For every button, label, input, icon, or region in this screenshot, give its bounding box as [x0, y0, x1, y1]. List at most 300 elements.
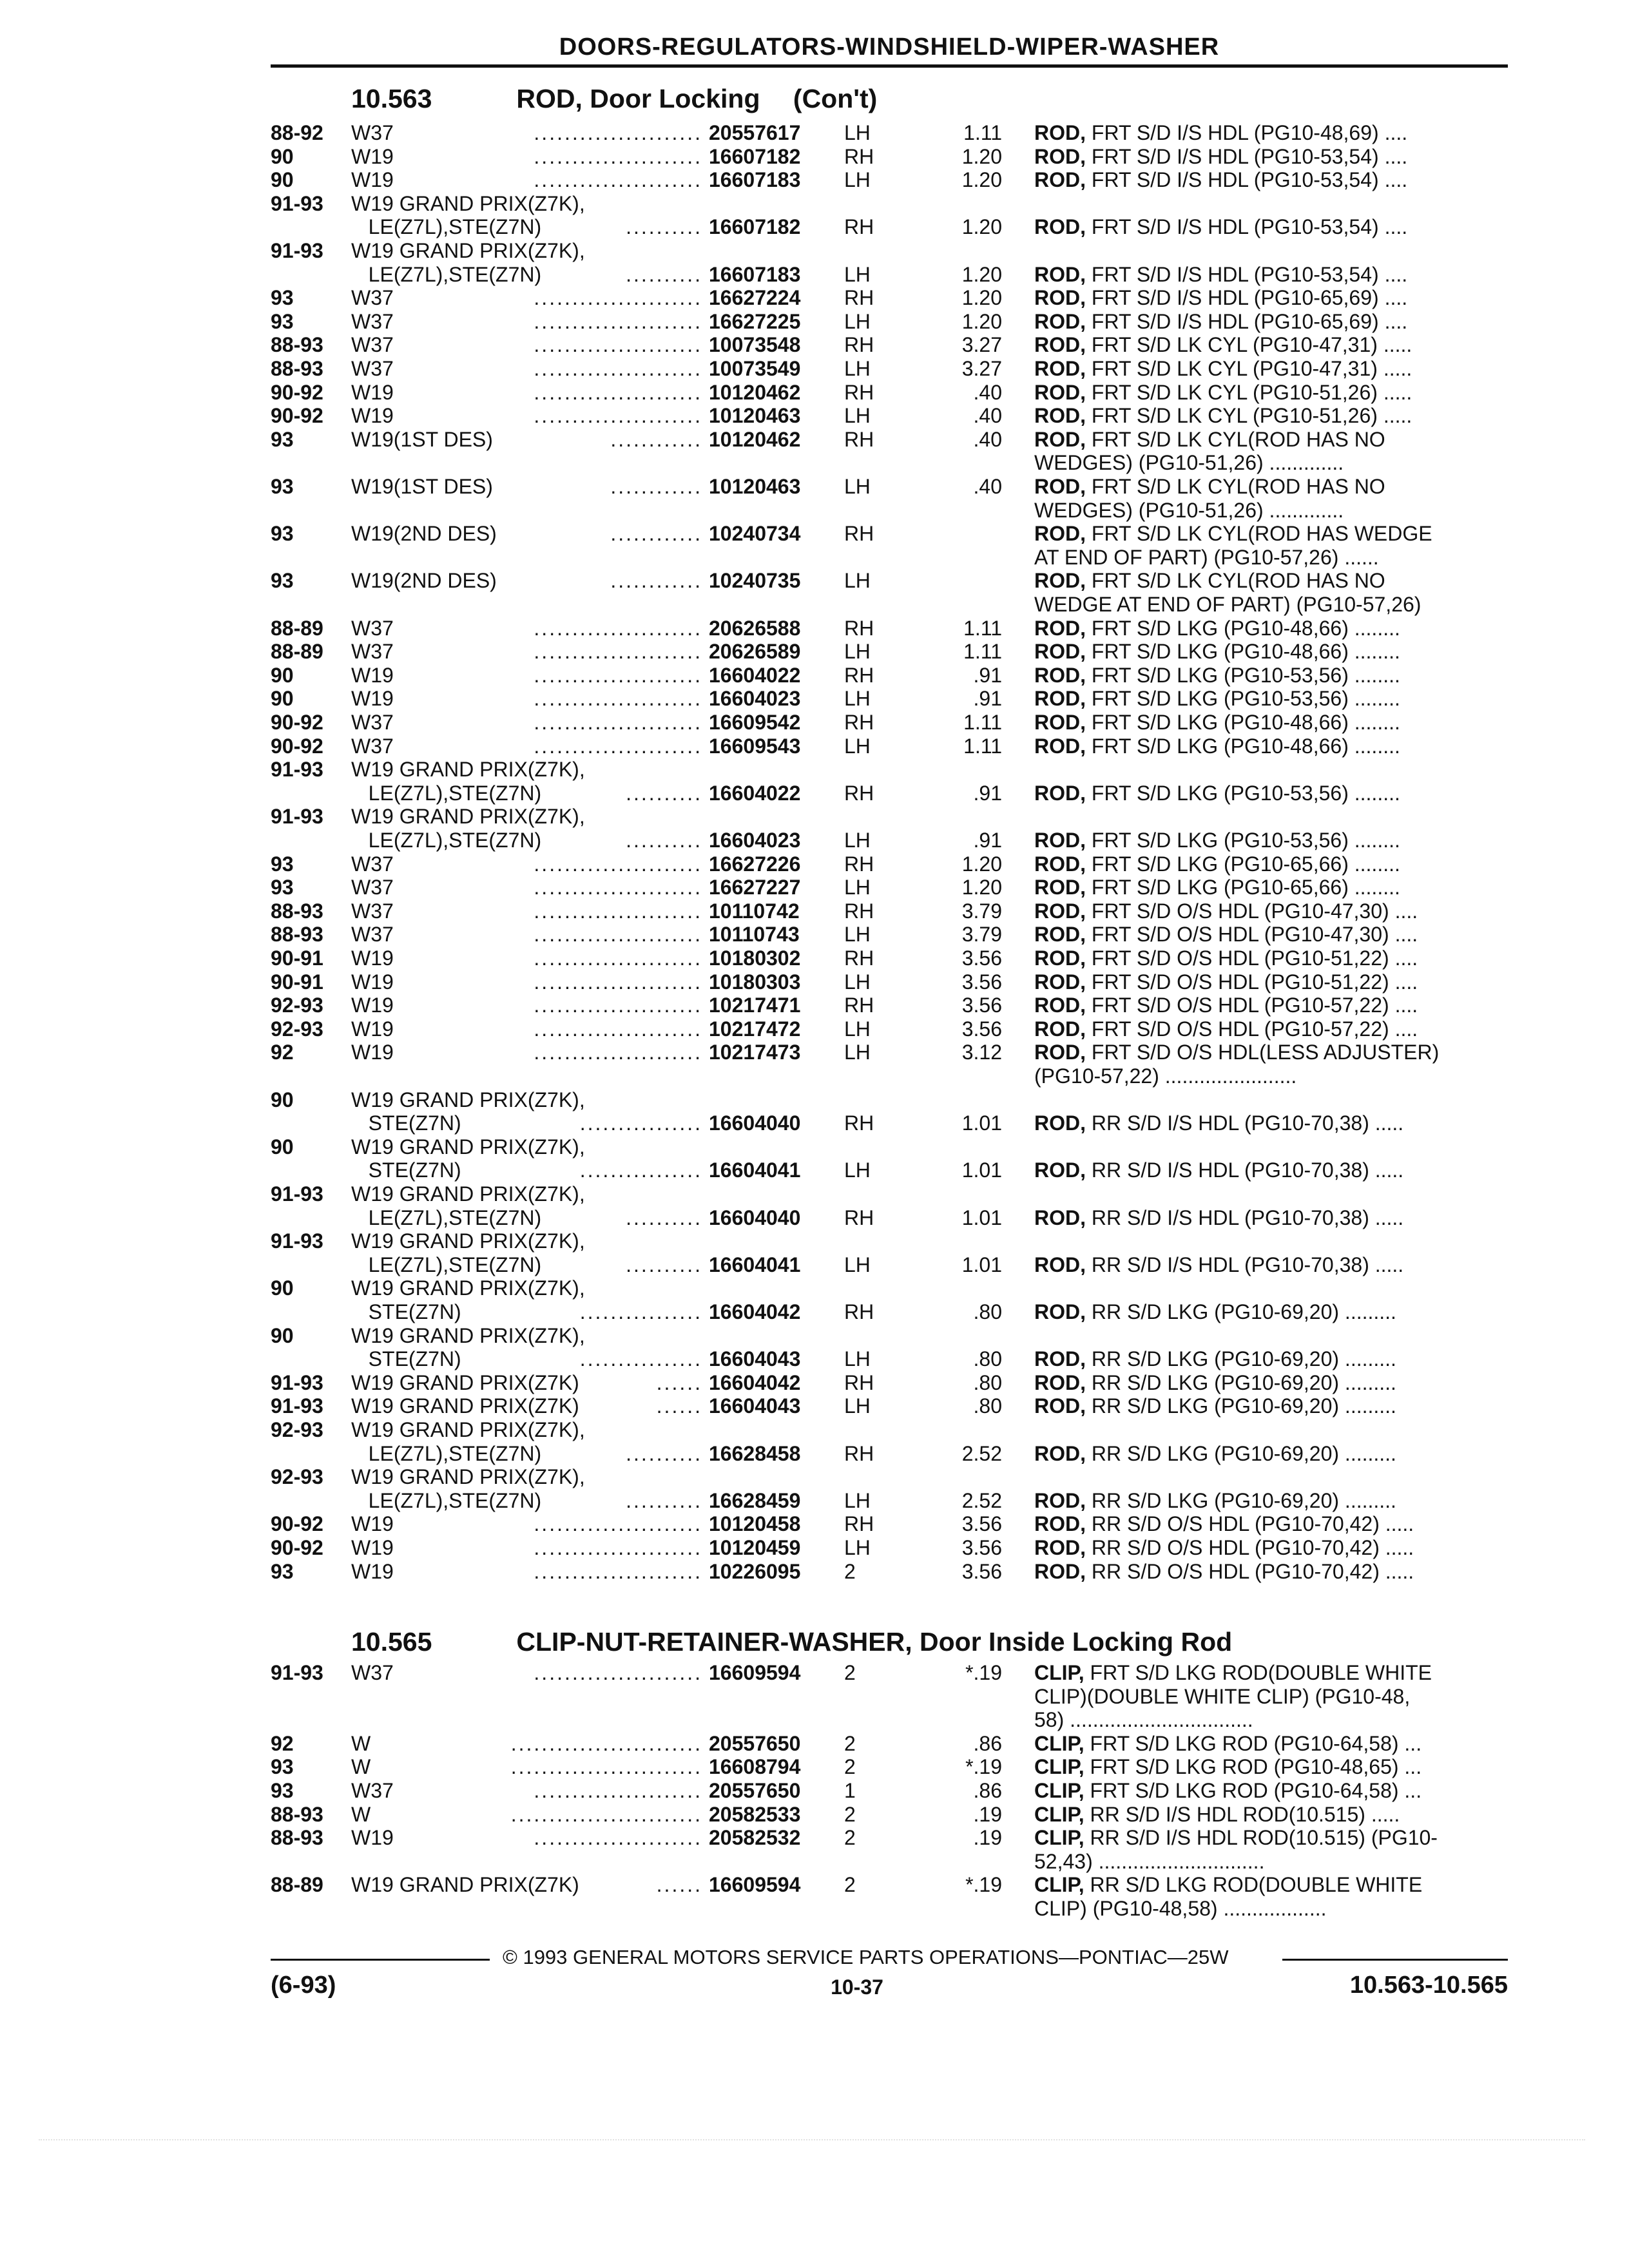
part-name: ROD,	[1034, 663, 1086, 687]
part-description	[1034, 876, 1400, 899]
dot-leader: ......................	[534, 1559, 702, 1583]
part-number: 10240734	[709, 522, 801, 546]
section-number: 10.563	[351, 84, 432, 113]
side-or-qty: 2	[844, 1661, 856, 1684]
part-description	[1034, 1253, 1403, 1276]
parts-row	[0, 1017, 1629, 1041]
part-description	[1034, 1850, 1264, 1873]
dot-leader: ......................	[534, 947, 702, 970]
dot-leader: ......................	[534, 1017, 702, 1041]
model-code: W19 GRAND PRIX(Z7K),	[351, 1182, 585, 1206]
side-or-qty: RH	[844, 899, 874, 923]
side-or-qty: LH	[844, 876, 871, 899]
description-text: FRT S/D LKG ROD (PG10-64,58) ...	[1090, 1731, 1422, 1755]
description-text: FRT S/D I/S HDL (PG10-48,69) ....	[1091, 121, 1408, 144]
part-description	[1034, 1017, 1418, 1041]
part-description	[1034, 664, 1400, 687]
model-code: W	[351, 1755, 371, 1779]
description-text: RR S/D O/S HDL (PG10-70,42) .....	[1091, 1536, 1414, 1559]
side-or-qty: LH	[844, 1488, 871, 1512]
part-number: 16604023	[709, 829, 801, 852]
price: 1.01	[961, 1111, 1002, 1135]
parts-row	[0, 451, 1629, 474]
part-number: 16604022	[709, 781, 801, 805]
part-number: 16604040	[709, 1206, 801, 1229]
part-description	[1034, 735, 1400, 758]
price: 1.11	[963, 640, 1002, 664]
side-or-qty: RH	[844, 663, 874, 687]
price: 1.11	[963, 616, 1002, 640]
model-code: W19	[351, 663, 394, 687]
model-years: 88-93	[271, 1802, 323, 1826]
price: 3.12	[961, 1041, 1002, 1064]
price: 2.52	[961, 1441, 1002, 1465]
description-text: RR S/D LKG (PG10-69,20) .........	[1091, 1394, 1396, 1418]
model-code: W19	[351, 1559, 394, 1583]
dot-leader: ......................	[534, 286, 702, 310]
part-number: 10110742	[709, 899, 800, 923]
parts-row	[0, 1418, 1629, 1441]
description-text: FRT S/D LKG ROD (PG10-48,65) ...	[1090, 1755, 1422, 1779]
parts-row	[0, 286, 1629, 309]
part-description	[1034, 1873, 1422, 1896]
parts-row	[0, 1489, 1629, 1512]
description-text: FRT S/D O/S HDL (PG10-51,22) ....	[1091, 970, 1418, 994]
side-or-qty: RH	[844, 1111, 874, 1135]
part-description	[1034, 569, 1385, 592]
dot-leader: ......................	[534, 876, 702, 899]
model-years: 90	[271, 663, 294, 687]
side-or-qty: LH	[844, 1253, 871, 1276]
part-name: ROD,	[1034, 1512, 1086, 1536]
price: .80	[973, 1300, 1002, 1323]
price: .40	[973, 427, 1002, 451]
model-code: W19	[351, 687, 394, 711]
part-name: ROD,	[1034, 899, 1086, 923]
model-years: 90	[271, 1276, 294, 1300]
part-number: 16607182	[709, 144, 801, 168]
model-years: 92-93	[271, 994, 323, 1017]
model-years: 92	[271, 1041, 294, 1064]
part-number: 16627225	[709, 309, 801, 333]
model-code: W37	[351, 333, 394, 357]
description-text: WEDGES) (PG10-51,26) .............	[1034, 451, 1344, 475]
model-code: W19(1ST DES)	[351, 427, 493, 451]
dot-leader: ......	[656, 1370, 702, 1394]
side-or-qty: LH	[844, 970, 871, 994]
part-number: 10240735	[709, 569, 801, 593]
description-text: WEDGES) (PG10-51,26) .............	[1034, 498, 1344, 522]
part-number: 16628459	[709, 1488, 801, 1512]
part-description	[1034, 1708, 1253, 1731]
model-years: 88-89	[271, 1873, 323, 1897]
model-years: 91-93	[271, 758, 323, 782]
parts-row	[0, 758, 1629, 781]
parts-row	[0, 1512, 1629, 1535]
part-name: ROD,	[1034, 380, 1086, 404]
parts-row	[0, 1041, 1629, 1064]
part-name: ROD,	[1034, 522, 1086, 546]
description-text: FRT S/D LK CYL(ROD HAS WEDGE	[1091, 522, 1432, 546]
parts-row	[0, 1661, 1629, 1684]
dot-leader: ..........	[626, 781, 702, 805]
description-text: RR S/D I/S HDL (PG10-70,38) .....	[1091, 1158, 1404, 1182]
part-description	[1034, 1685, 1410, 1708]
part-name: ROD,	[1034, 168, 1086, 192]
part-number: 20626588	[709, 616, 801, 640]
model-code: W19 GRAND PRIX(Z7K),	[351, 1323, 585, 1347]
parts-row	[0, 145, 1629, 168]
price: 1.01	[961, 1158, 1002, 1182]
dot-leader: ......................	[534, 333, 702, 357]
part-number: 10180303	[709, 970, 801, 994]
part-name: ROD,	[1034, 1536, 1086, 1559]
description-text: FRT S/D O/S HDL (PG10-47,30) ....	[1091, 923, 1418, 947]
side-or-qty: 2	[844, 1826, 856, 1850]
model-code: W19 GRAND PRIX(Z7K),	[351, 758, 585, 782]
description-text: FRT S/D O/S HDL (PG10-47,30) ....	[1091, 899, 1418, 923]
model-code: W37	[351, 616, 394, 640]
description-text: RR S/D I/S HDL (PG10-70,38) .....	[1091, 1206, 1404, 1229]
part-name: ROD,	[1034, 1158, 1086, 1182]
footer-section-range: 10.563-10.565	[1349, 1972, 1508, 1999]
part-number: 16604043	[709, 1394, 801, 1418]
model-years: 90-92	[271, 404, 323, 428]
part-name: ROD,	[1034, 923, 1086, 947]
footer-rule-left	[271, 1959, 490, 1961]
parts-row	[0, 829, 1629, 852]
description-text: FRT S/D LKG (PG10-48,66) ........	[1091, 734, 1400, 758]
model-code: W37	[351, 876, 394, 899]
price: *.19	[965, 1661, 1002, 1684]
model-code: W19 GRAND PRIX(Z7K),	[351, 1418, 585, 1441]
model-code: W19	[351, 1826, 394, 1850]
footer-rule-right	[1282, 1959, 1508, 1961]
parts-row	[0, 1088, 1629, 1111]
model-code: STE(Z7N)	[351, 1158, 461, 1182]
price: 3.56	[961, 1512, 1002, 1536]
model-years: 92	[271, 1731, 294, 1755]
model-code: W37	[351, 357, 394, 380]
model-code: LE(Z7L),STE(Z7N)	[351, 1253, 542, 1276]
description-text: FRT S/D O/S HDL (PG10-57,22) ....	[1091, 994, 1418, 1017]
model-years: 92-93	[271, 1465, 323, 1489]
part-name: ROD,	[1034, 1253, 1086, 1276]
model-years: 91-93	[271, 191, 323, 215]
dot-leader: ..........	[626, 829, 702, 852]
price: .40	[973, 404, 1002, 428]
description-text: FRT S/D LK CYL (PG10-51,26) .....	[1091, 380, 1412, 404]
part-description	[1034, 546, 1379, 569]
part-description	[1034, 593, 1421, 616]
part-description	[1034, 617, 1400, 640]
model-code: W19(1ST DES)	[351, 475, 493, 498]
description-text: RR S/D LKG (PG10-69,20) .........	[1091, 1488, 1396, 1512]
side-or-qty: LH	[844, 1347, 871, 1371]
description-text: RR S/D LKG (PG10-69,20) .........	[1091, 1441, 1396, 1465]
dot-leader: ..........	[626, 215, 702, 239]
parts-row	[0, 168, 1629, 191]
side-or-qty: LH	[844, 262, 871, 286]
side-or-qty: RH	[844, 144, 874, 168]
price: 3.27	[961, 357, 1002, 380]
dot-leader: ......................	[534, 1826, 702, 1850]
parts-row	[0, 923, 1629, 946]
part-number: 10120462	[709, 427, 801, 451]
dot-leader: ......................	[534, 640, 702, 664]
part-description	[1034, 782, 1400, 805]
model-code: W	[351, 1731, 371, 1755]
model-code: W19 GRAND PRIX(Z7K)	[351, 1873, 579, 1897]
description-text: FRT S/D LK CYL (PG10-47,31) .....	[1091, 333, 1412, 357]
dot-leader: ......................	[534, 899, 702, 923]
model-years: 93	[271, 1559, 294, 1583]
description-text: RR S/D LKG (PG10-69,20) .........	[1091, 1347, 1396, 1371]
model-code: W19	[351, 1512, 394, 1536]
part-description	[1034, 1064, 1296, 1088]
parts-row	[0, 1229, 1629, 1253]
price: 3.79	[961, 923, 1002, 947]
parts-row	[0, 546, 1629, 569]
part-number: 16604042	[709, 1370, 801, 1394]
dot-leader: .........................	[510, 1755, 702, 1779]
part-description	[1034, 1732, 1422, 1755]
part-number: 10120462	[709, 380, 801, 404]
model-code: W19 GRAND PRIX(Z7K)	[351, 1370, 579, 1394]
part-number: 10226095	[709, 1559, 801, 1583]
parts-row	[0, 381, 1629, 404]
dot-leader: ......................	[534, 144, 702, 168]
part-name: ROD,	[1034, 1017, 1086, 1041]
part-description	[1034, 1512, 1414, 1535]
part-description	[1034, 923, 1418, 946]
part-description	[1034, 357, 1412, 380]
parts-row	[0, 1347, 1629, 1370]
side-or-qty: LH	[844, 1041, 871, 1064]
part-number: 16604041	[709, 1158, 801, 1182]
model-code: LE(Z7L),STE(Z7N)	[351, 262, 542, 286]
parts-row	[0, 1135, 1629, 1158]
side-or-qty: RH	[844, 333, 874, 357]
model-code: W19	[351, 404, 394, 428]
model-years: 88-93	[271, 357, 323, 380]
part-name: ROD,	[1034, 1441, 1086, 1465]
model-years: 90-92	[271, 711, 323, 734]
part-number: 10217471	[709, 994, 801, 1017]
side-or-qty: LH	[844, 1017, 871, 1041]
part-name: ROD,	[1034, 947, 1086, 970]
part-number: 16607183	[709, 168, 801, 192]
dot-leader: ..........	[626, 1441, 702, 1465]
price: .91	[973, 663, 1002, 687]
side-or-qty: LH	[844, 569, 871, 593]
part-name: ROD,	[1034, 852, 1086, 876]
part-name: ROD,	[1034, 215, 1086, 239]
part-name: ROD,	[1034, 1300, 1086, 1323]
part-description	[1034, 970, 1418, 994]
part-number: 16608794	[709, 1755, 801, 1779]
parts-row	[0, 1371, 1629, 1394]
description-text: WEDGE AT END OF PART) (PG10-57,26)	[1034, 593, 1422, 616]
parts-row	[0, 1779, 1629, 1802]
parts-row	[0, 994, 1629, 1017]
dot-leader: ..........	[626, 1488, 702, 1512]
model-years: 93	[271, 286, 294, 310]
price: .19	[973, 1802, 1002, 1826]
price: .86	[973, 1731, 1002, 1755]
side-or-qty: LH	[844, 168, 871, 192]
parts-row	[0, 1253, 1629, 1276]
part-name: CLIP,	[1034, 1731, 1084, 1755]
dot-leader: ......	[656, 1394, 702, 1418]
part-description	[1034, 1206, 1403, 1229]
dot-leader: ................	[579, 1158, 702, 1182]
price: 3.56	[961, 1536, 1002, 1559]
parts-row	[0, 593, 1629, 616]
model-code: W19	[351, 380, 394, 404]
model-years: 91-93	[271, 1661, 323, 1684]
parts-row	[0, 876, 1629, 899]
part-description	[1034, 381, 1412, 404]
part-description	[1034, 475, 1385, 498]
side-or-qty: 1	[844, 1779, 856, 1802]
part-description	[1034, 1041, 1439, 1064]
dot-leader: ......................	[534, 970, 702, 994]
dot-leader: ......................	[534, 1779, 702, 1802]
side-or-qty: LH	[844, 309, 871, 333]
parts-row	[0, 1826, 1629, 1849]
price: 1.01	[961, 1253, 1002, 1276]
description-text: FRT S/D LK CYL(ROD HAS NO	[1091, 427, 1385, 451]
model-code: W37	[351, 711, 394, 734]
side-or-qty: LH	[844, 475, 871, 498]
model-code: W19(2ND DES)	[351, 522, 497, 546]
model-code: W19 GRAND PRIX(Z7K),	[351, 1276, 585, 1300]
part-description	[1034, 1111, 1403, 1135]
price: 3.56	[961, 1559, 1002, 1583]
model-years: 91-93	[271, 805, 323, 829]
side-or-qty: RH	[844, 852, 874, 876]
description-text: FRT S/D I/S HDL (PG10-65,69) ....	[1091, 286, 1408, 310]
part-description	[1034, 1394, 1396, 1418]
model-code: W19 GRAND PRIX(Z7K),	[351, 191, 585, 215]
parts-row	[0, 522, 1629, 545]
model-code: W37	[351, 899, 394, 923]
model-code: LE(Z7L),STE(Z7N)	[351, 781, 542, 805]
dot-leader: ................	[579, 1347, 702, 1371]
model-years: 91-93	[271, 1182, 323, 1206]
description-text: FRT S/D LKG (PG10-48,66) ........	[1091, 616, 1400, 640]
part-name: ROD,	[1034, 309, 1086, 333]
description-text: RR S/D LKG (PG10-69,20) .........	[1091, 1300, 1396, 1323]
section-number: 10.565	[351, 1627, 432, 1657]
price: 1.20	[961, 876, 1002, 899]
part-name: ROD,	[1034, 970, 1086, 994]
scan-artifact-line	[39, 2139, 1585, 2143]
part-description	[1034, 263, 1407, 286]
part-description	[1034, 1897, 1326, 1920]
price: .91	[973, 829, 1002, 852]
dot-leader: ......................	[534, 687, 702, 711]
parts-row	[0, 1732, 1629, 1755]
part-number: 10120459	[709, 1536, 801, 1559]
side-or-qty: RH	[844, 781, 874, 805]
part-number: 20626589	[709, 640, 801, 664]
dot-leader: ......................	[534, 121, 702, 144]
description-text: FRT S/D I/S HDL (PG10-65,69) ....	[1091, 309, 1408, 333]
price: 1.20	[961, 215, 1002, 239]
dot-leader: ......................	[534, 357, 702, 380]
part-number: 16609542	[709, 711, 801, 734]
part-description	[1034, 1489, 1396, 1512]
model-years: 93	[271, 876, 294, 899]
part-number: 10120463	[709, 404, 801, 428]
description-text: FRT S/D I/S HDL (PG10-53,54) ....	[1091, 262, 1408, 286]
model-years: 93	[271, 427, 294, 451]
dot-leader: ......	[656, 1873, 702, 1897]
part-description	[1034, 1803, 1400, 1826]
model-code: W37	[351, 1661, 394, 1684]
model-code: W19	[351, 994, 394, 1017]
dot-leader: ......................	[534, 168, 702, 192]
model-years: 92-93	[271, 1017, 323, 1041]
dot-leader: ......................	[534, 380, 702, 404]
part-description	[1034, 404, 1412, 427]
model-years: 88-89	[271, 616, 323, 640]
parts-row	[0, 1158, 1629, 1182]
part-number: 10217473	[709, 1041, 801, 1064]
part-description	[1034, 947, 1418, 970]
part-name: ROD,	[1034, 121, 1086, 144]
section-heading-10-565	[351, 1627, 1232, 1657]
model-code: W37	[351, 1779, 394, 1802]
parts-row	[0, 1897, 1629, 1920]
parts-row	[0, 1560, 1629, 1583]
parts-row	[0, 852, 1629, 876]
model-code: W19	[351, 1017, 394, 1041]
part-number: 16604042	[709, 1300, 801, 1323]
parts-row	[0, 1465, 1629, 1488]
side-or-qty: 2	[844, 1731, 856, 1755]
parts-row	[0, 899, 1629, 923]
description-text: FRT S/D I/S HDL (PG10-53,54) ....	[1091, 215, 1408, 239]
part-number: 20582533	[709, 1802, 801, 1826]
part-name: ROD,	[1034, 1041, 1086, 1064]
part-name: ROD,	[1034, 357, 1086, 380]
dot-leader: ......................	[534, 923, 702, 947]
side-or-qty: LH	[844, 1158, 871, 1182]
parts-row	[0, 1873, 1629, 1896]
model-years: 91-93	[271, 1370, 323, 1394]
part-name: ROD,	[1034, 781, 1086, 805]
part-number: 16604023	[709, 687, 801, 711]
parts-row	[0, 735, 1629, 758]
parts-row	[0, 499, 1629, 522]
parts-row	[0, 1300, 1629, 1323]
footer-page-number: 10-37	[831, 1975, 883, 1999]
part-name: ROD,	[1034, 427, 1086, 451]
model-years: 90	[271, 168, 294, 192]
dot-leader: ............	[610, 522, 702, 546]
part-number: 10073549	[709, 357, 801, 380]
part-number: 10120458	[709, 1512, 801, 1536]
side-or-qty: LH	[844, 1394, 871, 1418]
side-or-qty: LH	[844, 640, 871, 664]
dot-leader: ................	[579, 1300, 702, 1323]
side-or-qty: LH	[844, 734, 871, 758]
model-code: W	[351, 1802, 371, 1826]
dot-leader: ......................	[534, 1661, 702, 1684]
